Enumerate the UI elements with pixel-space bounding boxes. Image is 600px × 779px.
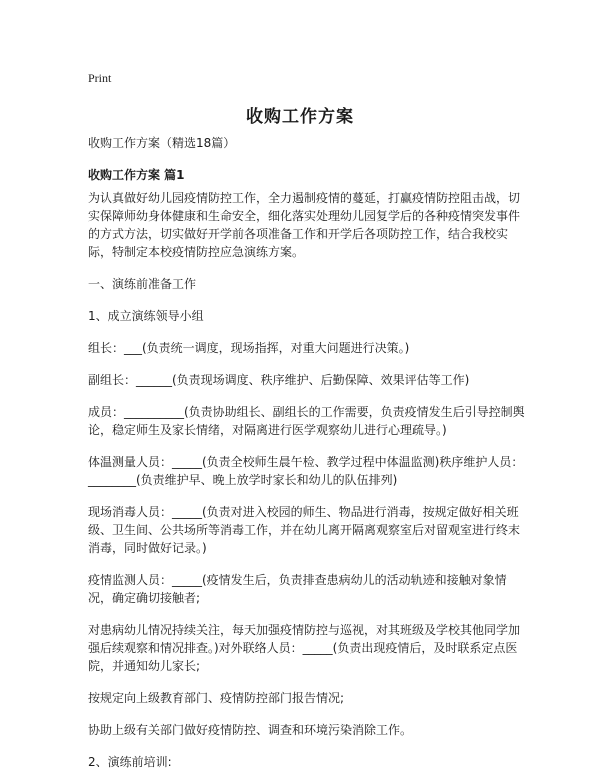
paragraph-disinfection: 现场消毒人员：_____(负责对进入校园的师生、物品进行消毒，按规定做好相关班级、卫生间、公共场所等消毒工作，并在幼儿离开隔离观察室后对留观室进行终末消毒，同时做好记录。) bbox=[88, 505, 521, 555]
paragraph-monitoring: 疫情监测人员：_____(疫情发生后，负责排查患病幼儿的活动轨迹和接触对象情况，确定确切接触者; bbox=[88, 573, 507, 605]
paragraph-members: 成员：__________(负责协助组长、副组长的工作需要，负责疫情发生后引导控制舆论，稳定师生及家长情绪，对隔离进行医学观察幼儿进行心理疏导。) bbox=[88, 405, 525, 437]
paragraph-followup: 对患病幼儿情况持续关注，每天加强疫情防控与巡视，对其班级及学校其他同学加强后续观察和情况排查。)对外联络人员：_____(负责出现疫情后，及时联系定点医院，并通知幼儿家长; bbox=[88, 623, 521, 673]
paragraph-section-1: 一、演练前准备工作 bbox=[88, 277, 197, 291]
paragraph-subsection-1: 1、成立演练领导小组 bbox=[88, 309, 204, 323]
document-body bbox=[88, 134, 528, 779]
paragraph-temperature: 体温测量人员：_____(负责全校师生晨午检、教学过程中体温监测)秩序维护人员：________(负责维护早、晚上放学时家长和幼儿的队伍排列) bbox=[88, 455, 524, 487]
document-subtitle: 收购工作方案（精选18篇） bbox=[88, 136, 236, 150]
paragraph-intro: 为认真做好幼儿园疫情防控工作，全力遏制疫情的蔓延，打赢疫情防控阻击战，切实保障师幼身体健康和生命安全，细化落实处理幼儿园复学后的各种疫情突发事件的方式方法，切实做好开学前各项准备工作和开学后各项防控工作，结合我校实际，特制定本校疫情防控应急演练方案。 bbox=[88, 191, 521, 259]
paragraph-training: 2、演练前培训: bbox=[88, 755, 172, 769]
page-title: 收购工作方案 bbox=[246, 107, 354, 127]
paragraph-report: 按规定向上级教育部门、疫情防控部门报告情况; bbox=[88, 691, 345, 705]
print-link[interactable]: Print bbox=[88, 71, 112, 85]
section-heading: 收购工作方案 篇1 bbox=[88, 168, 185, 182]
paragraph-assist: 协助上级有关部门做好疫情防控、调查和环境污染消除工作。 bbox=[88, 723, 413, 737]
paragraph-leader: 组长：___(负责统一调度，现场指挥，对重大问题进行决策。) bbox=[88, 341, 410, 355]
paragraph-vice-leader: 副组长：______(负责现场调度、秩序维护、后勤保障、效果评估等工作) bbox=[88, 373, 470, 387]
